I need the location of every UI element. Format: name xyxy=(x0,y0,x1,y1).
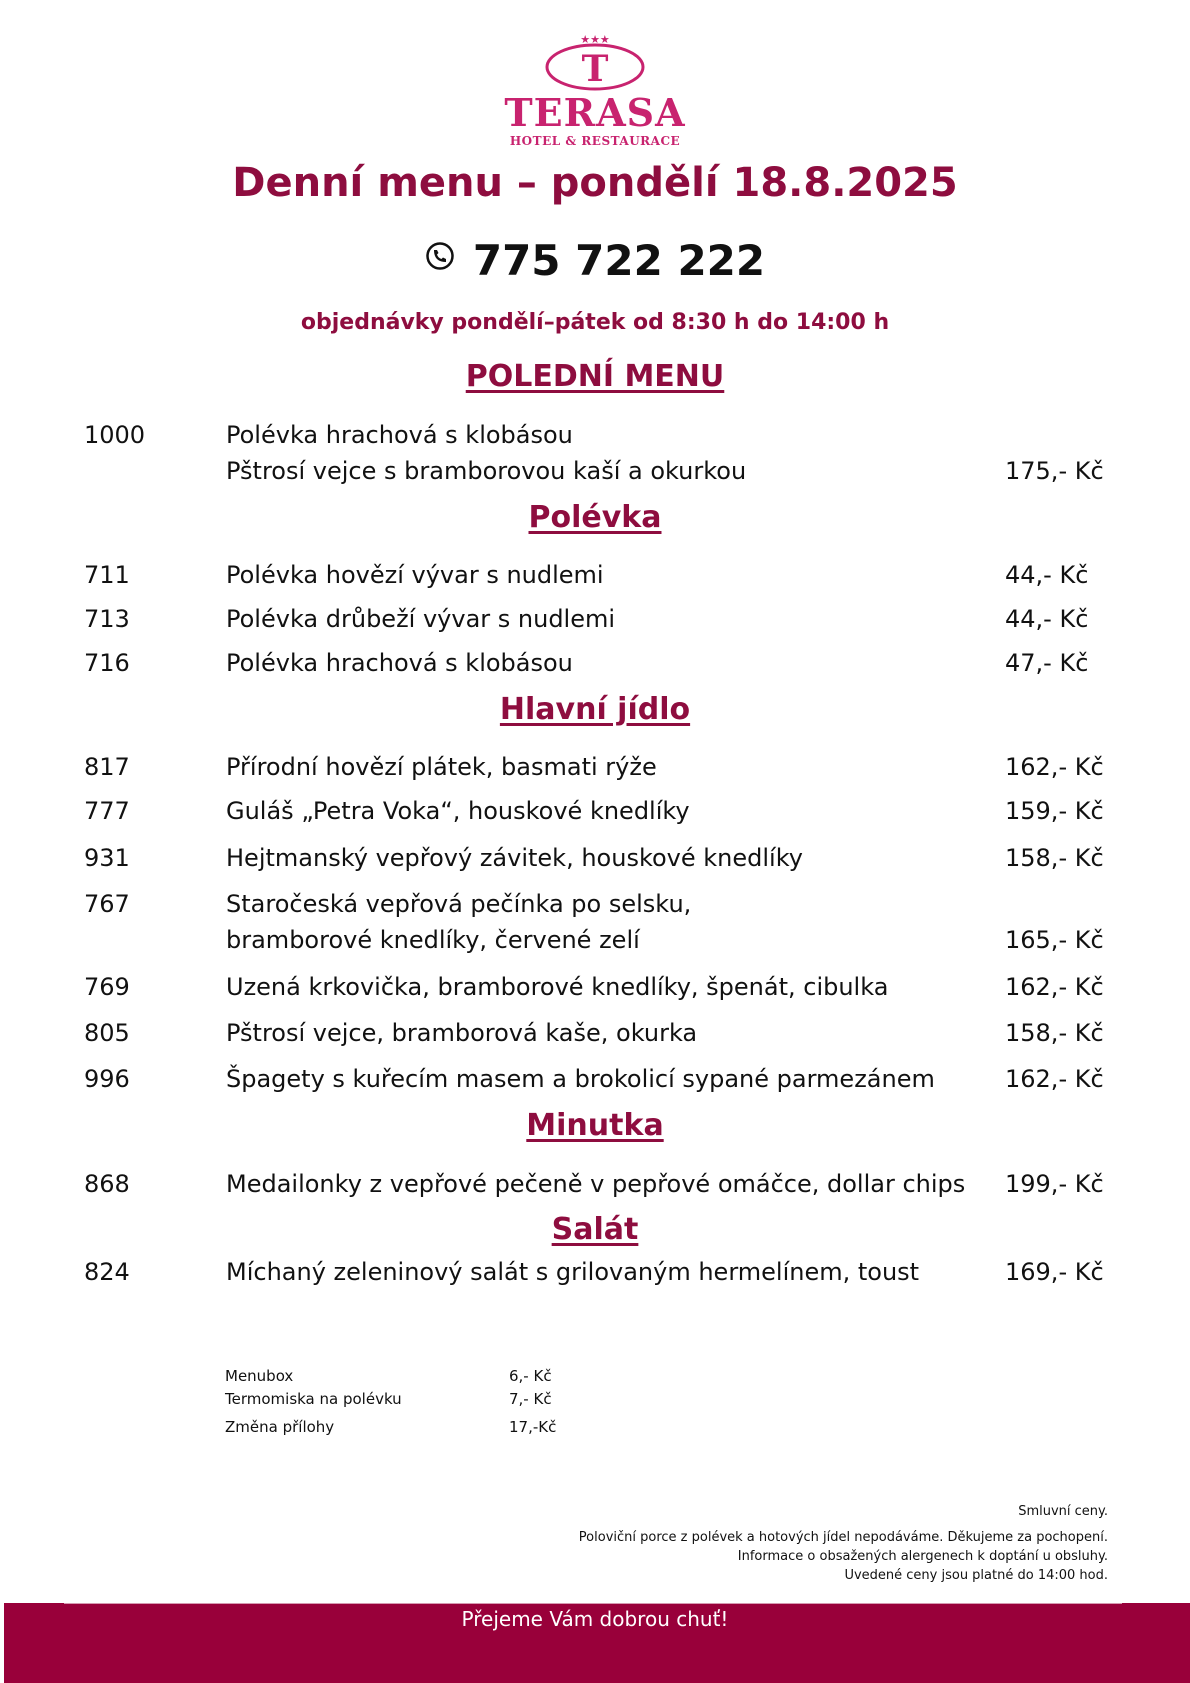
item-price: 44,- Kč xyxy=(1005,605,1089,633)
heading-minutka: Minutka xyxy=(526,1108,664,1143)
item-price: 47,- Kč xyxy=(1005,649,1089,677)
item-code: 868 xyxy=(84,1170,130,1198)
item-name: Přírodní hovězí plátek, basmati rýže xyxy=(226,753,657,781)
page-title: Denní menu – pondělí 18.8.2025 xyxy=(232,160,958,206)
item-code: 931 xyxy=(84,844,130,872)
extra-label: Změna přílohy xyxy=(225,1418,335,1436)
item-name: Guláš „Petra Voka“, houskové knedlíky xyxy=(226,797,690,825)
item-price: 158,- Kč xyxy=(1005,1019,1104,1047)
extra-price: 6,- Kč xyxy=(509,1367,552,1385)
item-name: Hejtmanský vepřový závitek, houskové knedlíky xyxy=(226,844,803,872)
item-code: 996 xyxy=(84,1065,130,1093)
logo-stars: ★★★ xyxy=(580,33,610,46)
item-name: Míchaný zeleninový salát s grilovaným hermelínem, toust xyxy=(226,1258,920,1286)
item-price: 175,- Kč xyxy=(1005,457,1104,485)
heading-poledni-menu: POLEDNÍ MENU xyxy=(465,359,725,394)
item-price: 165,- Kč xyxy=(1005,926,1104,954)
item-price: 162,- Kč xyxy=(1005,973,1104,1001)
item-price: 159,- Kč xyxy=(1005,797,1104,825)
brand-name: TERASA xyxy=(504,90,686,135)
item-code: 817 xyxy=(84,753,130,781)
item-code: 713 xyxy=(84,605,130,633)
extra-price: 17,-Kč xyxy=(509,1418,557,1436)
item-name: Pštrosí vejce, bramborová kaše, okurka xyxy=(226,1019,698,1047)
item-name: Polévka hrachová s klobásou xyxy=(226,421,573,449)
logo-monogram: T xyxy=(581,48,609,90)
heading-polevka: Polévka xyxy=(528,500,662,535)
order-hours: objednávky pondělí–pátek od 8:30 h do 14:00 h xyxy=(300,310,890,335)
item-price: 44,- Kč xyxy=(1005,561,1089,589)
footer-greeting: Přejeme Vám dobrou chuť! xyxy=(461,1607,729,1631)
item-name: Staročeská vepřová pečínka po selsku, xyxy=(226,890,692,918)
item-code: 716 xyxy=(84,649,130,677)
item-code: 1000 xyxy=(84,421,146,449)
item-name: bramborové knedlíky, červené zelí xyxy=(226,926,640,954)
note-allergens: Informace o obsažených alergenech k doptání u obsluhy. xyxy=(737,1549,1108,1564)
brand-logo xyxy=(0,30,1190,148)
item-name: Špagety s kuřecím masem a brokolicí sypané parmezánem xyxy=(226,1065,935,1093)
item-price: 169,- Kč xyxy=(1005,1258,1104,1286)
phone-row[interactable] xyxy=(0,236,1190,285)
item-name: Polévka hovězí vývar s nudlemi xyxy=(226,561,604,589)
item-code: 711 xyxy=(84,561,130,589)
item-name: Uzená krkovička, bramborové knedlíky, špenát, cibulka xyxy=(226,973,889,1001)
item-code: 769 xyxy=(84,973,130,1001)
phone-number[interactable]: 775 722 222 xyxy=(472,236,766,285)
extra-price: 7,- Kč xyxy=(509,1390,552,1408)
note-contract-prices: Smluvní ceny. xyxy=(1018,1504,1108,1519)
item-name: Polévka drůbeží vývar s nudlemi xyxy=(226,605,616,633)
item-code: 805 xyxy=(84,1019,130,1047)
item-code: 824 xyxy=(84,1258,130,1286)
item-name: Medailonky z vepřové pečeně v pepřové omáčce, dollar chips xyxy=(226,1170,966,1198)
item-price: 162,- Kč xyxy=(1005,753,1104,781)
note-price-validity: Uvedené ceny jsou platné do 14:00 hod. xyxy=(844,1568,1108,1583)
item-name: Pštrosí vejce s bramborovou kaší a okurkou xyxy=(226,457,747,485)
logo-emblem-icon xyxy=(543,30,647,92)
item-price: 162,- Kč xyxy=(1005,1065,1104,1093)
note-half-portions: Poloviční porce z polévek a hotových jídel nepodáváme. Děkujeme za pochopení. xyxy=(578,1530,1108,1545)
item-code: 777 xyxy=(84,797,130,825)
brand-subtitle: HOTEL & RESTAURACE xyxy=(509,134,681,148)
heading-salat: Salát xyxy=(551,1212,639,1247)
item-code: 767 xyxy=(84,890,130,918)
item-name: Polévka hrachová s klobásou xyxy=(226,649,573,677)
heading-hlavni-jidlo: Hlavní jídlo xyxy=(499,692,691,727)
extra-label: Termomiska na polévku xyxy=(225,1390,402,1408)
extra-label: Menubox xyxy=(225,1367,294,1385)
item-price: 158,- Kč xyxy=(1005,844,1104,872)
item-price: 199,- Kč xyxy=(1005,1170,1104,1198)
phone-icon xyxy=(425,241,455,271)
